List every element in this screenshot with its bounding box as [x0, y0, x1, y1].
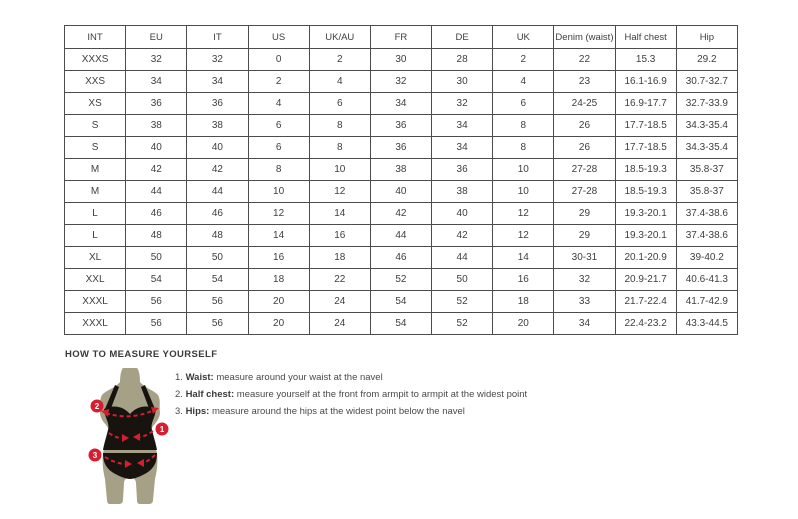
size-chart	[64, 25, 738, 335]
table-cell: 36	[432, 159, 493, 181]
table-cell: 30-31	[554, 247, 615, 269]
table-cell: 16.1-16.9	[615, 71, 676, 93]
table-row	[65, 159, 738, 181]
table-row	[65, 269, 738, 291]
table-cell: 8	[493, 137, 554, 159]
table-cell: 28	[432, 49, 493, 71]
table-cell: 20.1-20.9	[615, 247, 676, 269]
table-cell: 16	[248, 247, 309, 269]
table-cell: 56	[126, 313, 187, 335]
table-cell: 26	[554, 137, 615, 159]
table-cell: 36	[126, 93, 187, 115]
table-row	[65, 115, 738, 137]
table-cell: L	[65, 203, 126, 225]
table-cell: XXS	[65, 71, 126, 93]
badge-chest	[91, 400, 104, 413]
table-cell: 16	[493, 269, 554, 291]
table-cell: 18.5-19.3	[615, 181, 676, 203]
column-header: Denim (waist)	[554, 26, 615, 49]
table-cell: 46	[187, 203, 248, 225]
column-header: UK	[493, 26, 554, 49]
table-cell: 34.3-35.4	[676, 115, 737, 137]
column-header: US	[248, 26, 309, 49]
table-cell: 30	[370, 49, 431, 71]
table-cell: 12	[493, 225, 554, 247]
table-cell: 12	[493, 203, 554, 225]
table-cell: 35.8-37	[676, 159, 737, 181]
table-cell: 46	[370, 247, 431, 269]
table-cell: 32	[187, 49, 248, 71]
table-cell: 32	[126, 49, 187, 71]
table-cell: 38	[432, 181, 493, 203]
table-cell: 4	[309, 71, 370, 93]
table-row	[65, 225, 738, 247]
table-cell: 52	[370, 269, 431, 291]
table-cell: 2	[493, 49, 554, 71]
measure-step	[175, 389, 527, 401]
table-cell: 56	[187, 313, 248, 335]
table-cell: 38	[370, 159, 431, 181]
table-cell: 16.9-17.7	[615, 93, 676, 115]
table-cell: 0	[248, 49, 309, 71]
table-cell: 54	[126, 269, 187, 291]
badge-waist	[156, 423, 169, 436]
measure-step	[175, 372, 527, 384]
table-cell: 12	[248, 203, 309, 225]
table-cell: 40	[370, 181, 431, 203]
column-header: Half chest	[615, 26, 676, 49]
table-cell: 42	[370, 203, 431, 225]
table-cell: 18.5-19.3	[615, 159, 676, 181]
table-cell: 21.7-22.4	[615, 291, 676, 313]
step-label: Waist:	[185, 372, 214, 383]
column-header: UK/AU	[309, 26, 370, 49]
table-cell: 10	[493, 181, 554, 203]
table-cell: 56	[126, 291, 187, 313]
table-cell: 29	[554, 203, 615, 225]
column-header: Hip	[676, 26, 737, 49]
table-cell: 56	[187, 291, 248, 313]
step-label: Half chest:	[185, 389, 235, 400]
table-cell: 34	[554, 313, 615, 335]
table-cell: 32.7-33.9	[676, 93, 737, 115]
table-cell: 38	[126, 115, 187, 137]
table-cell: 38	[187, 115, 248, 137]
measurement-figure	[76, 367, 188, 507]
table-cell: 20	[248, 291, 309, 313]
table-cell: XS	[65, 93, 126, 115]
table-cell: 14	[248, 225, 309, 247]
table-cell: 32	[432, 93, 493, 115]
table-cell: 16	[309, 225, 370, 247]
table-cell: 6	[248, 115, 309, 137]
table-cell: 37.4-38.6	[676, 225, 737, 247]
table-cell: 39-40.2	[676, 247, 737, 269]
table-cell: 35.8-37	[676, 181, 737, 203]
table-cell: 27-28	[554, 181, 615, 203]
measure-section-title: HOW TO MEASURE YOURSELF	[65, 349, 218, 360]
table-cell: 29.2	[676, 49, 737, 71]
table-cell: 48	[187, 225, 248, 247]
table-cell: 14	[309, 203, 370, 225]
mannequin-illustration	[76, 367, 188, 507]
table-row	[65, 313, 738, 335]
table-cell: 40	[432, 203, 493, 225]
table-cell: 8	[493, 115, 554, 137]
table-cell: 32	[370, 71, 431, 93]
badge-hips-number: 3	[92, 451, 98, 460]
table-row	[65, 137, 738, 159]
table-cell: 50	[432, 269, 493, 291]
table-cell: 18	[248, 269, 309, 291]
table-cell: XXXL	[65, 291, 126, 313]
table-cell: 37.4-38.6	[676, 203, 737, 225]
size-table-body	[65, 49, 738, 335]
table-row	[65, 93, 738, 115]
table-cell: 34	[370, 93, 431, 115]
table-cell: 43.3-44.5	[676, 313, 737, 335]
table-cell: 18	[493, 291, 554, 313]
table-cell: 33	[554, 291, 615, 313]
table-row	[65, 181, 738, 203]
table-cell: 6	[493, 93, 554, 115]
column-header: INT	[65, 26, 126, 49]
table-cell: 34.3-35.4	[676, 137, 737, 159]
table-row	[65, 291, 738, 313]
table-cell: 8	[309, 115, 370, 137]
table-cell: 44	[370, 225, 431, 247]
table-cell: 36	[187, 93, 248, 115]
table-cell: XXXL	[65, 313, 126, 335]
table-cell: 40.6-41.3	[676, 269, 737, 291]
badge-waist-number: 1	[159, 425, 165, 434]
measure-steps	[175, 372, 527, 423]
table-cell: 54	[187, 269, 248, 291]
table-row	[65, 203, 738, 225]
column-header: EU	[126, 26, 187, 49]
table-cell: 24-25	[554, 93, 615, 115]
step-number: 3.	[175, 406, 186, 417]
table-cell: 12	[309, 181, 370, 203]
column-header: IT	[187, 26, 248, 49]
table-cell: 50	[126, 247, 187, 269]
table-cell: 4	[248, 93, 309, 115]
table-cell: 44	[126, 181, 187, 203]
badge-hips	[89, 449, 102, 462]
table-cell: 22.4-23.2	[615, 313, 676, 335]
table-cell: 34	[432, 115, 493, 137]
table-cell: 10	[493, 159, 554, 181]
table-cell: 34	[126, 71, 187, 93]
table-cell: 20	[493, 313, 554, 335]
table-cell: 36	[370, 115, 431, 137]
table-cell: 20.9-21.7	[615, 269, 676, 291]
table-cell: 36	[370, 137, 431, 159]
table-cell: M	[65, 181, 126, 203]
table-row	[65, 71, 738, 93]
column-header: DE	[432, 26, 493, 49]
table-cell: L	[65, 225, 126, 247]
table-cell: 52	[432, 313, 493, 335]
step-number: 2.	[175, 389, 186, 400]
table-cell: 48	[126, 225, 187, 247]
table-cell: 2	[309, 49, 370, 71]
table-cell: 19.3-20.1	[615, 225, 676, 247]
table-cell: 15.3	[615, 49, 676, 71]
table-cell: 44	[432, 247, 493, 269]
table-cell: M	[65, 159, 126, 181]
table-cell: 44	[187, 181, 248, 203]
table-cell: 32	[554, 269, 615, 291]
table-cell: 17.7-18.5	[615, 115, 676, 137]
table-cell: 22	[309, 269, 370, 291]
table-cell: 8	[309, 137, 370, 159]
table-cell: 29	[554, 225, 615, 247]
table-cell: 30.7-32.7	[676, 71, 737, 93]
table-cell: 46	[126, 203, 187, 225]
table-cell: 10	[248, 181, 309, 203]
size-table	[64, 25, 738, 335]
table-cell: 30	[432, 71, 493, 93]
table-cell: 19.3-20.1	[615, 203, 676, 225]
table-cell: 41.7-42.9	[676, 291, 737, 313]
table-row	[65, 49, 738, 71]
table-cell: 8	[248, 159, 309, 181]
table-cell: 22	[554, 49, 615, 71]
table-cell: 18	[309, 247, 370, 269]
table-cell: 6	[248, 137, 309, 159]
table-cell: XXXS	[65, 49, 126, 71]
table-cell: XXL	[65, 269, 126, 291]
table-cell: 24	[309, 313, 370, 335]
table-cell: 27-28	[554, 159, 615, 181]
table-cell: 4	[493, 71, 554, 93]
table-cell: 20	[248, 313, 309, 335]
table-cell: 54	[370, 313, 431, 335]
table-cell: S	[65, 115, 126, 137]
table-cell: 52	[432, 291, 493, 313]
table-cell: 42	[187, 159, 248, 181]
table-cell: 2	[248, 71, 309, 93]
table-cell: 23	[554, 71, 615, 93]
table-cell: 54	[370, 291, 431, 313]
step-text: measure around the hips at the widest point below the navel	[209, 406, 465, 417]
table-cell: 26	[554, 115, 615, 137]
table-cell: S	[65, 137, 126, 159]
table-cell: 34	[432, 137, 493, 159]
table-cell: 14	[493, 247, 554, 269]
table-cell: 40	[126, 137, 187, 159]
table-cell: 42	[432, 225, 493, 247]
measure-step	[175, 406, 527, 418]
table-cell: 24	[309, 291, 370, 313]
step-text: measure yourself at the front from armpit to armpit at the widest point	[234, 389, 528, 400]
table-row	[65, 247, 738, 269]
table-cell: 6	[309, 93, 370, 115]
column-header: FR	[370, 26, 431, 49]
badge-chest-number: 2	[94, 402, 100, 411]
table-cell: XL	[65, 247, 126, 269]
table-header-row	[65, 26, 738, 49]
table-cell: 42	[126, 159, 187, 181]
table-cell: 17.7-18.5	[615, 137, 676, 159]
table-cell: 40	[187, 137, 248, 159]
table-cell: 10	[309, 159, 370, 181]
table-cell: 34	[187, 71, 248, 93]
table-cell: 50	[187, 247, 248, 269]
step-label: Hips:	[185, 406, 210, 417]
step-number: 1.	[175, 372, 186, 383]
step-text: measure around your waist at the navel	[213, 372, 383, 383]
